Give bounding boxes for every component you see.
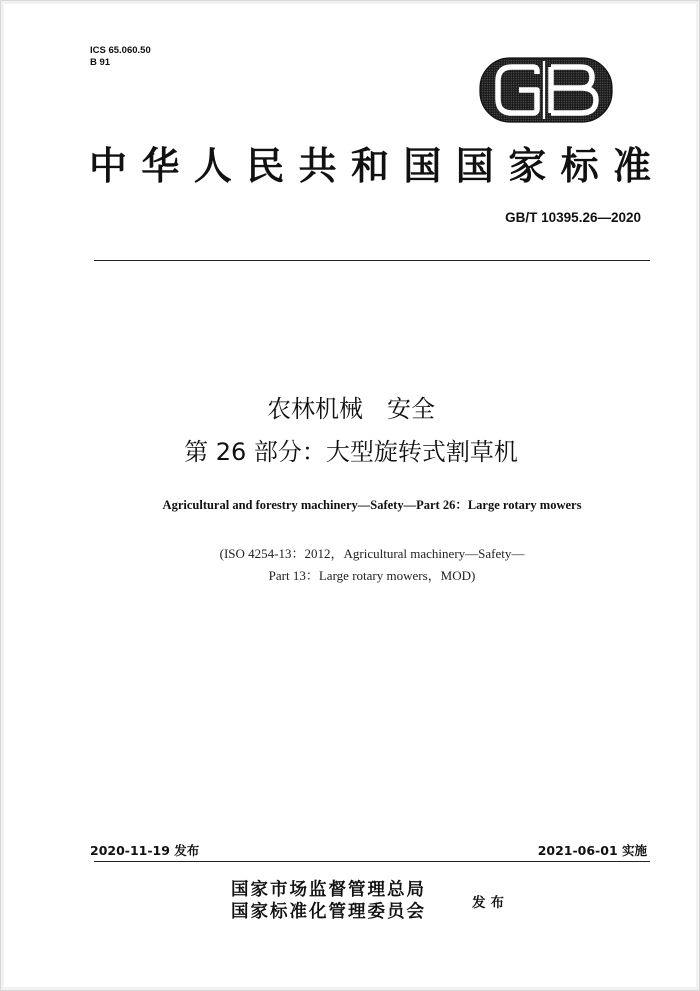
english-title: Agricultural and forestry machinery—Safety—Part 26：Large rotary mowers [162, 498, 582, 512]
ics-code: ICS 65.060.50 [90, 45, 151, 56]
issue-date: 2020-11-19 发布 [90, 843, 200, 858]
ccs-code: B 91 [90, 57, 111, 68]
publish-label: 发布 [472, 895, 509, 911]
header-divider [94, 260, 650, 261]
publisher-organizations [231, 879, 426, 923]
standard-number: GB/T 10395.26—2020 [505, 210, 641, 225]
implementation-date: 2021-06-01 实施 [537, 843, 647, 858]
iso-reference-line-1: (ISO 4254-13：2012，Agricultural machinery—Safety— [219, 546, 525, 561]
standard-category-title: 中华人民共和国国家标准 [89, 143, 651, 188]
publisher-org-1: 国家市场监督管理总局 [231, 880, 426, 900]
footer-divider [94, 861, 650, 862]
chinese-title-line-1: 农林机械 安全 [267, 395, 435, 423]
chinese-title-line-2: 第 26 部分：大型旋转式割草机 [184, 438, 518, 466]
publisher-org-2: 国家标准化管理委员会 [231, 902, 426, 922]
iso-reference-line-2: Part 13：Large rotary mowers，MOD) [268, 568, 476, 583]
gb-standard-logo-icon [479, 57, 613, 123]
classification-codes [90, 45, 151, 69]
